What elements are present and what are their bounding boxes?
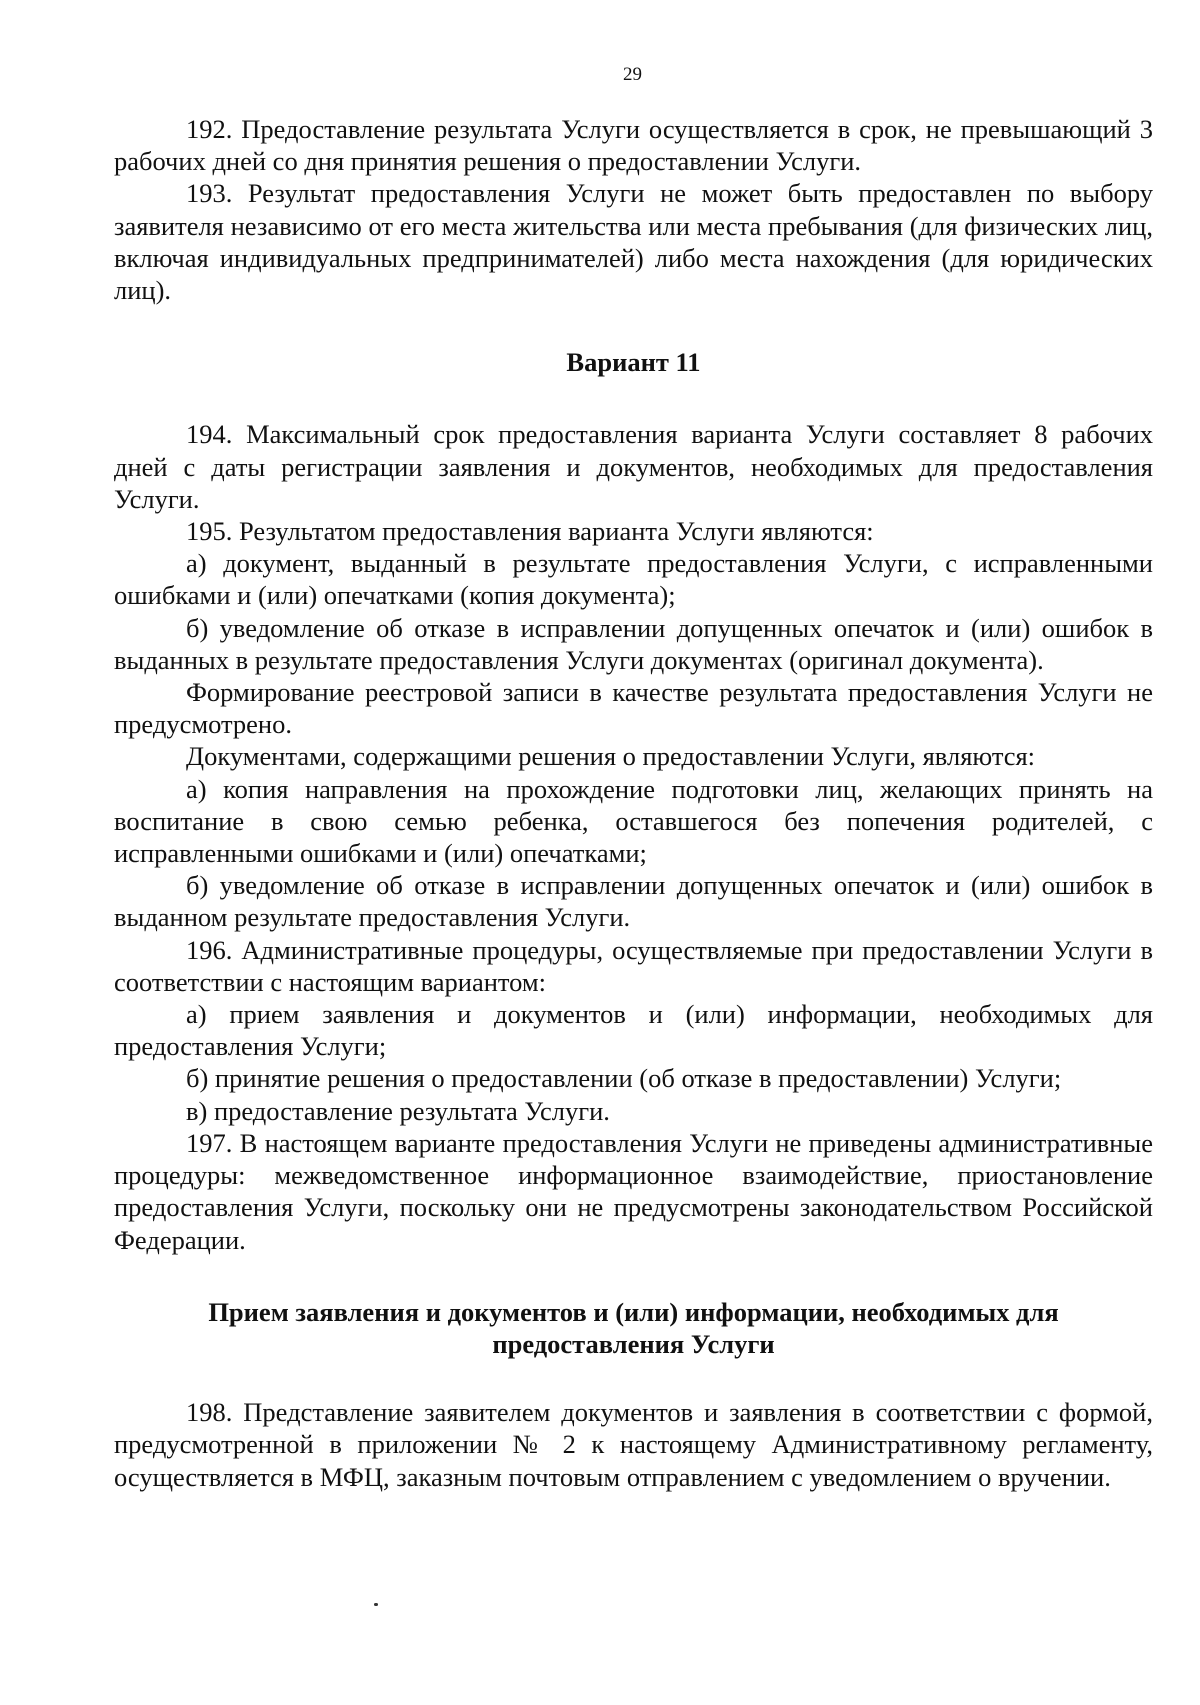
paragraph-193: 193. Результат предоставления Услуги не может быть предоставлен по выбору заявителя независимо от его места жительства или места пребывания (для физических лиц, включая индивидуальных предпринимателей) либо места нахождения (для юридических лиц).: [114, 178, 1153, 306]
paragraph-198: 198. Представление заявителем документов и заявления в соответствии с формой, предусмотренной в приложении № 2 к настоящему Административному регламенту, осуществляется в МФЦ, заказным почтовым отправлением с уведомлением о вручении.: [114, 1397, 1153, 1492]
paragraph-197: 197. В настоящем варианте предоставления Услуги не приведены административные процедуры: межведомственное информационное взаимодействие, приостановление предоставления Услуги, поскольку они не предусмотрены законодательством Российской Федерации.: [114, 1127, 1153, 1255]
paragraph-registry-record: Формирование реестровой записи в качестве результата предоставления Услуги не предусмотрено.: [114, 677, 1153, 740]
paragraph-194: 194. Максимальный срок предоставления варианта Услуги составляет 8 рабочих дней с даты регистрации заявления и документов, необходимых для предоставления Услуги.: [114, 419, 1153, 514]
paragraph-decision-a: а) копия направления на прохождение подготовки лиц, желающих принять на воспитание в свою семью ребенка, оставшегося без попечения родителей, с исправленными ошибками и (или) опечатками;: [114, 773, 1153, 869]
document-body: [114, 113, 1153, 1493]
page-number: 29: [623, 64, 642, 85]
section-heading-variant-11: Вариант 11: [566, 347, 701, 378]
paragraph-195-b: б) уведомление об отказе в исправлении допущенных опечаток и (или) ошибок в выданных в результате предоставления Услуги документах (оригинал документа).: [114, 612, 1153, 675]
paragraph-196-b: б) принятие решения о предоставлении (об отказе в предоставлении) Услуги;: [186, 1063, 1062, 1094]
paragraph-192: 192. Предоставление результата Услуги осуществляется в срок, не превышающий 3 рабочих дней со дня принятия решения о предоставлении Услуги.: [114, 114, 1153, 177]
paragraph-195: 195. Результатом предоставления варианта Услуги являются:: [186, 516, 874, 547]
paragraph-195-a: а) документ, выданный в результате предоставления Услуги, с исправленными ошибками и (или) опечатками (копия документа);: [114, 548, 1153, 611]
paragraph-decision-documents: Документами, содержащими решения о предоставлении Услуги, являются:: [186, 741, 1036, 772]
paragraph-196-c: в) предоставление результата Услуги.: [186, 1095, 610, 1126]
scan-dot-mark: [374, 1603, 378, 1606]
paragraph-decision-b: б) уведомление об отказе в исправлении допущенных опечаток и (или) ошибок в выданном результате предоставления Услуги.: [114, 870, 1153, 933]
paragraph-196: 196. Административные процедуры, осуществляемые при предоставлении Услуги в соответствии с настоящим вариантом:: [114, 934, 1153, 997]
paragraph-196-a: а) прием заявления и документов и (или) информации, необходимых для предоставления Услуги;: [114, 999, 1153, 1062]
section-heading-application-intake: Прием заявления и документов и (или) информации, необходимых для предоставления Услуги: [208, 1296, 1059, 1359]
